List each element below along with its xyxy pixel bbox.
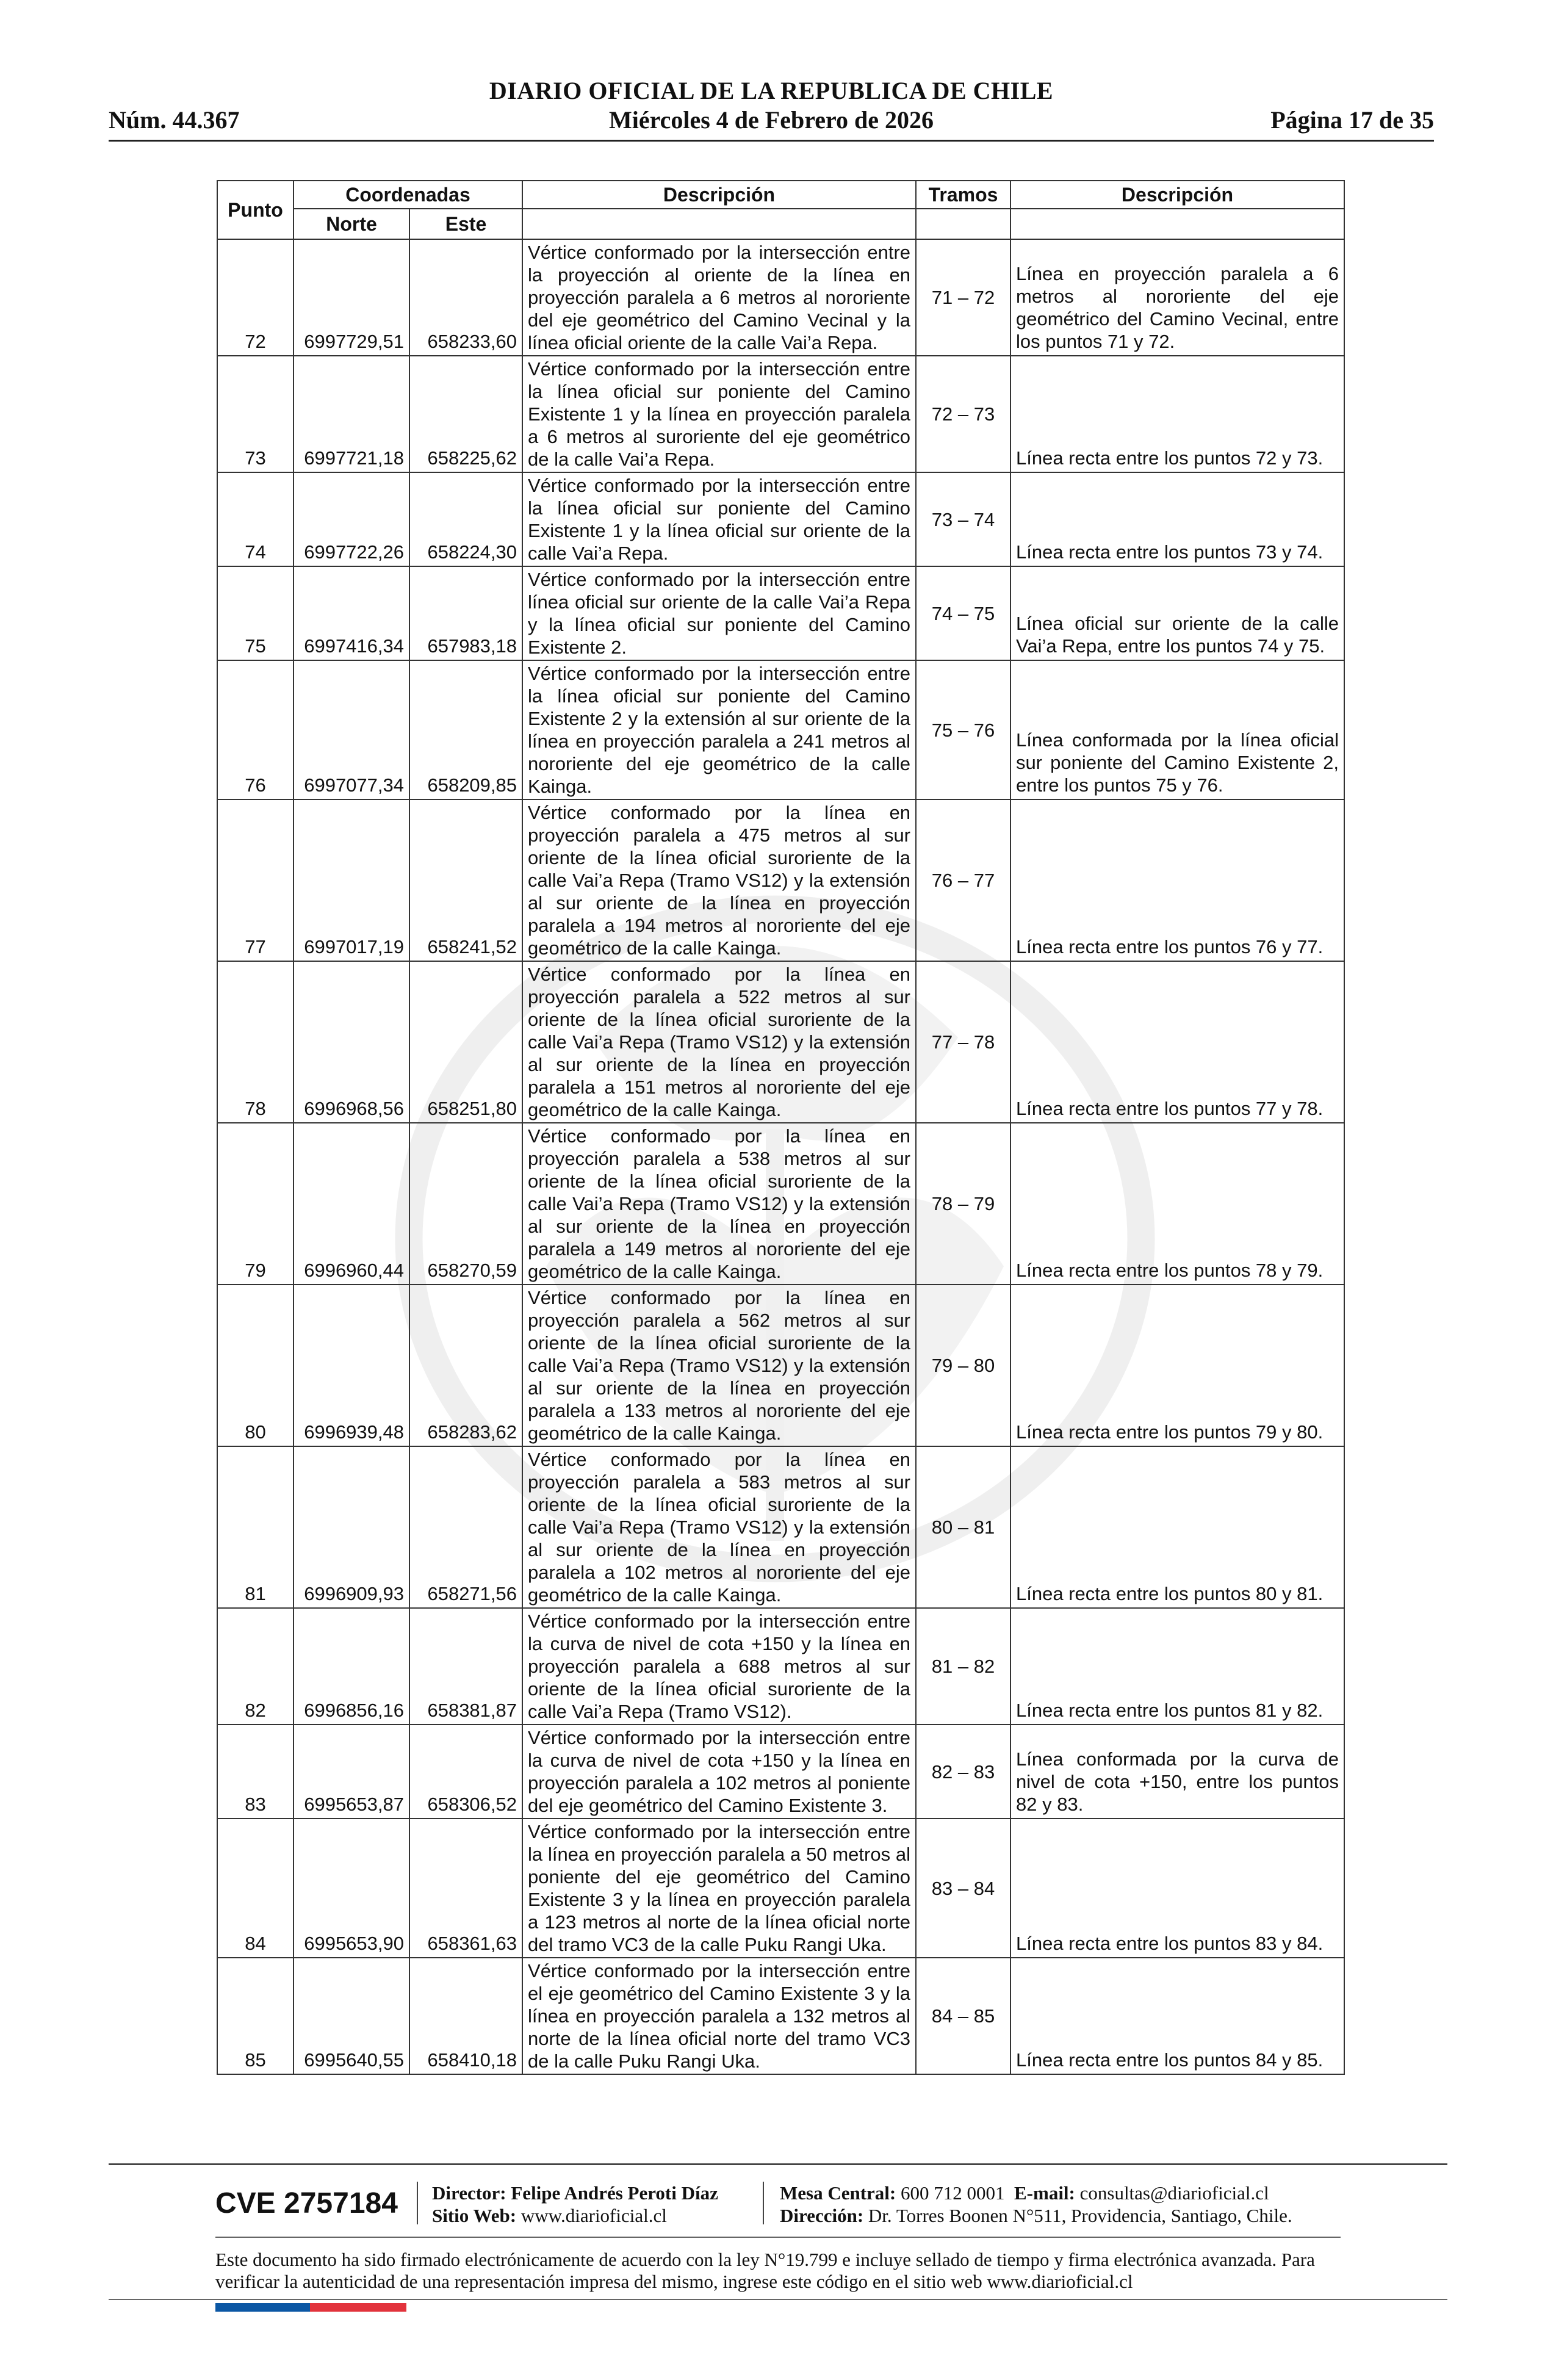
table-row [217,1819,1344,1958]
footer-divider [215,2237,1341,2238]
tramo-cell: 72 – 73 [916,356,1010,472]
descripcion-cell: Vértice conformado por la línea en proyección paralela a 562 metros al sur oriente de la línea oficial suroriente de la calle Vai’a Repa (Tramo VS12) y la extensión al sur oriente de la línea en proyección paralela a 133 metros al nororiente del eje geométrico de la calle Kainga. [522,1285,916,1446]
descripcion-cell: Vértice conformado por la línea en proyección paralela a 475 metros al sur oriente de la línea oficial suroriente de la calle Vai’a Repa (Tramo VS12) y la extensión al sur oriente de la línea en proyección paralela a 194 metros al nororiente del eje geométrico de la calle Kainga. [522,799,916,961]
descripcion-tramo-cell: Línea recta entre los puntos 78 y 79. [1010,1123,1344,1285]
table-row [217,660,1344,799]
descripcion-cell: Vértice conformado por la línea en proyección paralela a 583 metros al sur oriente de la línea oficial suroriente de la calle Vai’a Repa (Tramo VS12) y la extensión al sur oriente de la línea en proyección paralela a 102 metros al nororiente del eje geométrico de la calle Kainga. [522,1446,916,1608]
descripcion-tramo-cell: Línea recta entre los puntos 81 y 82. [1010,1608,1344,1725]
subheader-empty [916,209,1010,239]
este-cell: 658209,85 [409,660,522,799]
descripcion-tramo-cell: Línea recta entre los puntos 83 y 84. [1010,1819,1344,1958]
publication-title: DIARIO OFICIAL DE LA REPUBLICA DE CHILE [489,77,1054,104]
mesa-label: Mesa Central: [780,2182,896,2204]
table-row [217,356,1344,472]
descripcion-cell: Vértice conformado por la intersección entre la curva de nivel de cota +150 y la línea en proyección paralela a 688 metros al sur oriente de la línea oficial suroriente de la calle Vai’a Repa (Tramo VS12). [522,1608,916,1725]
header-descripcion: Descripción [522,181,916,209]
punto-cell: 80 [217,1285,294,1446]
punto-cell: 81 [217,1446,294,1608]
descripcion-tramo-cell: Línea recta entre los puntos 77 y 78. [1010,961,1344,1123]
descripcion-tramo-cell: Línea recta entre los puntos 72 y 73. [1010,356,1344,472]
tramo-cell: 71 – 72 [916,239,1010,356]
este-cell: 658410,18 [409,1958,522,2074]
tramo-cell: 79 – 80 [916,1285,1010,1446]
descripcion-tramo-cell: Línea en proyección paralela a 6 metros al nororiente del eje geométrico del Camino Vecinal, entre los puntos 71 y 72. [1010,239,1344,356]
este-cell: 657983,18 [409,566,522,660]
este-cell: 658233,60 [409,239,522,356]
este-cell: 658271,56 [409,1446,522,1608]
descripcion-tramo-cell: Línea recta entre los puntos 73 y 74. [1010,472,1344,566]
table-row [217,239,1344,356]
punto-cell: 75 [217,566,294,660]
norte-cell: 6997729,51 [294,239,409,356]
descripcion-tramo-cell: Línea conformada por la línea oficial sur poniente del Camino Existente 2, entre los puntos 75 y 76. [1010,660,1344,799]
coordinates-table [217,180,1344,2075]
descripcion-tramo-cell: Línea recta entre los puntos 84 y 85. [1010,1958,1344,2074]
punto-cell: 84 [217,1819,294,1958]
este-cell: 658306,52 [409,1725,522,1819]
page-indicator: Página 17 de 35 [1270,106,1434,134]
mesa-phone: 600 712 0001 [901,2182,1005,2204]
issue-number: Núm. 44.367 [109,106,240,134]
norte-cell: 6997416,34 [294,566,409,660]
este-cell: 658270,59 [409,1123,522,1285]
table-row [217,961,1344,1123]
tramo-cell: 73 – 74 [916,472,1010,566]
table-row [217,1446,1344,1608]
descripcion-tramo-cell: Línea recta entre los puntos 80 y 81. [1010,1446,1344,1608]
este-cell: 658361,63 [409,1819,522,1958]
flag-stripe-blue [215,2303,310,2312]
descripcion-tramo-cell: Línea recta entre los puntos 79 y 80. [1010,1285,1344,1446]
legal-notice: Este documento ha sido firmado electrónicamente de acuerdo con la ley N°19.799 e incluye sellado de tiempo y firma electrónica avanzada. Para verificar la autenticidad de una representación impresa del mismo, ingrese este código en el sitio web www.diarioficial.cl [215,2249,1315,2292]
table-row [217,1285,1344,1446]
contact-info [780,2182,1292,2227]
publication-date: Miércoles 4 de Febrero de 2026 [608,106,934,134]
table-subheader-row [217,209,1344,239]
punto-cell: 79 [217,1123,294,1285]
tramo-cell: 77 – 78 [916,961,1010,1123]
subheader-este: Este [409,209,522,239]
punto-cell: 82 [217,1608,294,1725]
footer-separator [417,2182,418,2224]
header-punto: Punto [217,181,294,239]
subheader-empty [522,209,916,239]
director-name: Felipe Andrés Peroti Díaz [511,2182,718,2204]
norte-cell: 6996968,56 [294,961,409,1123]
table-row [217,1608,1344,1725]
punto-cell: 83 [217,1725,294,1819]
descripcion-tramo-cell: Línea conformada por la curva de nivel de cota +150, entre los puntos 82 y 83. [1010,1725,1344,1819]
table-body [217,239,1344,2074]
footer-divider [109,2163,1447,2165]
flag-stripe-red [310,2303,406,2312]
sitio-link[interactable]: www.diarioficial.cl [520,2205,667,2226]
tramo-cell: 84 – 85 [916,1958,1010,2074]
header-descripcion-tramo: Descripción [1010,181,1344,209]
norte-cell: 6997721,18 [294,356,409,472]
tramo-cell: 82 – 83 [916,1725,1010,1819]
email-label: E-mail: [1014,2182,1075,2204]
direccion-value: Dr. Torres Boonen N°511, Providencia, Santiago, Chile. [868,2205,1292,2226]
tramo-cell: 76 – 77 [916,799,1010,961]
norte-cell: 6996939,48 [294,1285,409,1446]
descripcion-cell: Vértice conformado por la intersección entre línea oficial sur oriente de la calle Vai’a Repa y la línea oficial sur poniente del Camino Existente 2. [522,566,916,660]
table-row [217,799,1344,961]
tramo-cell: 74 – 75 [916,566,1010,660]
page-footer [109,2163,1447,2322]
subheader-norte: Norte [294,209,409,239]
email-link[interactable]: consultas@diarioficial.cl [1079,2182,1269,2204]
norte-cell: 6995653,90 [294,1819,409,1958]
table-row [217,472,1344,566]
director-label: Director: [432,2182,506,2204]
descripcion-cell: Vértice conformado por la intersección entre la curva de nivel de cota +150 y la línea en proyección paralela a 102 metros al poniente del eje geométrico del Camino Existente 3. [522,1725,916,1819]
descripcion-cell: Vértice conformado por la intersección entre la línea oficial sur poniente del Camino Existente 2 y la extensión al sur oriente de la línea en proyección paralela a 241 metros al nororiente del eje geométrico de la calle Kainga. [522,660,916,799]
table-row [217,566,1344,660]
punto-cell: 76 [217,660,294,799]
table-row [217,1123,1344,1285]
footer-separator [763,2182,764,2224]
header-tramos: Tramos [916,181,1010,209]
punto-cell: 73 [217,356,294,472]
table-row [217,1725,1344,1819]
punto-cell: 85 [217,1958,294,2074]
este-cell: 658225,62 [409,356,522,472]
este-cell: 658241,52 [409,799,522,961]
page-header [109,76,1434,145]
tramo-cell: 81 – 82 [916,1608,1010,1725]
table-row [217,1958,1344,2074]
punto-cell: 74 [217,472,294,566]
este-cell: 658381,87 [409,1608,522,1725]
tramo-cell: 78 – 79 [916,1123,1010,1285]
descripcion-cell: Vértice conformado por la línea en proyección paralela a 522 metros al sur oriente de la línea oficial suroriente de la calle Vai’a Repa (Tramo VS12) y la extensión al sur oriente de la línea en proyección paralela a 151 metros al nororiente del eje geométrico de la calle Kainga. [522,961,916,1123]
descripcion-cell: Vértice conformado por la intersección entre la línea oficial sur poniente del Camino Existente 1 y la línea oficial sur oriente de la calle Vai’a Repa. [522,472,916,566]
norte-cell: 6996909,93 [294,1446,409,1608]
punto-cell: 72 [217,239,294,356]
footer-divider [109,2299,1447,2300]
header-coordenadas: Coordenadas [294,181,522,209]
este-cell: 658224,30 [409,472,522,566]
norte-cell: 6997722,26 [294,472,409,566]
tramo-cell: 80 – 81 [916,1446,1010,1608]
direccion-label: Dirección: [780,2205,864,2226]
norte-cell: 6996856,16 [294,1608,409,1725]
descripcion-tramo-cell: Línea recta entre los puntos 76 y 77. [1010,799,1344,961]
norte-cell: 6997077,34 [294,660,409,799]
punto-cell: 77 [217,799,294,961]
punto-cell: 78 [217,961,294,1123]
cve-code: CVE 2757184 [215,2187,398,2220]
descripcion-cell: Vértice conformado por la intersección entre la línea oficial sur poniente del Camino Existente 1 y la línea en proyección paralela a 6 metros al suroriente del eje geométrico de la calle Vai’a Repa. [522,356,916,472]
table-header-row [217,181,1344,209]
tramo-cell: 83 – 84 [916,1819,1010,1958]
norte-cell: 6996960,44 [294,1123,409,1285]
norte-cell: 6995640,55 [294,1958,409,2074]
tramo-cell: 75 – 76 [916,660,1010,799]
sitio-label: Sitio Web: [432,2205,517,2226]
norte-cell: 6995653,87 [294,1725,409,1819]
norte-cell: 6997017,19 [294,799,409,961]
este-cell: 658283,62 [409,1285,522,1446]
este-cell: 658251,80 [409,961,522,1123]
descripcion-cell: Vértice conformado por la intersección entre el eje geométrico del Camino Existente 3 y la línea en proyección paralela a 132 metros al norte de la línea oficial norte del tramo VC3 de la calle Puku Rangi Uka. [522,1958,916,2074]
subheader-empty [1010,209,1344,239]
director-info [432,2182,718,2227]
descripcion-cell: Vértice conformado por la intersección entre la línea en proyección paralela a 50 metros al poniente del eje geométrico del Camino Existente 3 y la línea en proyección paralela a 123 metros al norte de la línea oficial norte del tramo VC3 de la calle Puku Rangi Uka. [522,1819,916,1958]
descripcion-cell: Vértice conformado por la intersección entre la proyección al oriente de la línea en proyección paralela a 6 metros al nororiente del eje geométrico del Camino Vecinal y la línea oficial oriente de la calle Vai’a Repa. [522,239,916,356]
descripcion-cell: Vértice conformado por la línea en proyección paralela a 538 metros al sur oriente de la línea oficial suroriente de la calle Vai’a Repa (Tramo VS12) y la extensión al sur oriente de la línea en proyección paralela a 149 metros al nororiente del eje geométrico de la calle Kainga. [522,1123,916,1285]
header-divider [109,140,1434,142]
descripcion-tramo-cell: Línea oficial sur oriente de la calle Vai’a Repa, entre los puntos 74 y 75. [1010,566,1344,660]
